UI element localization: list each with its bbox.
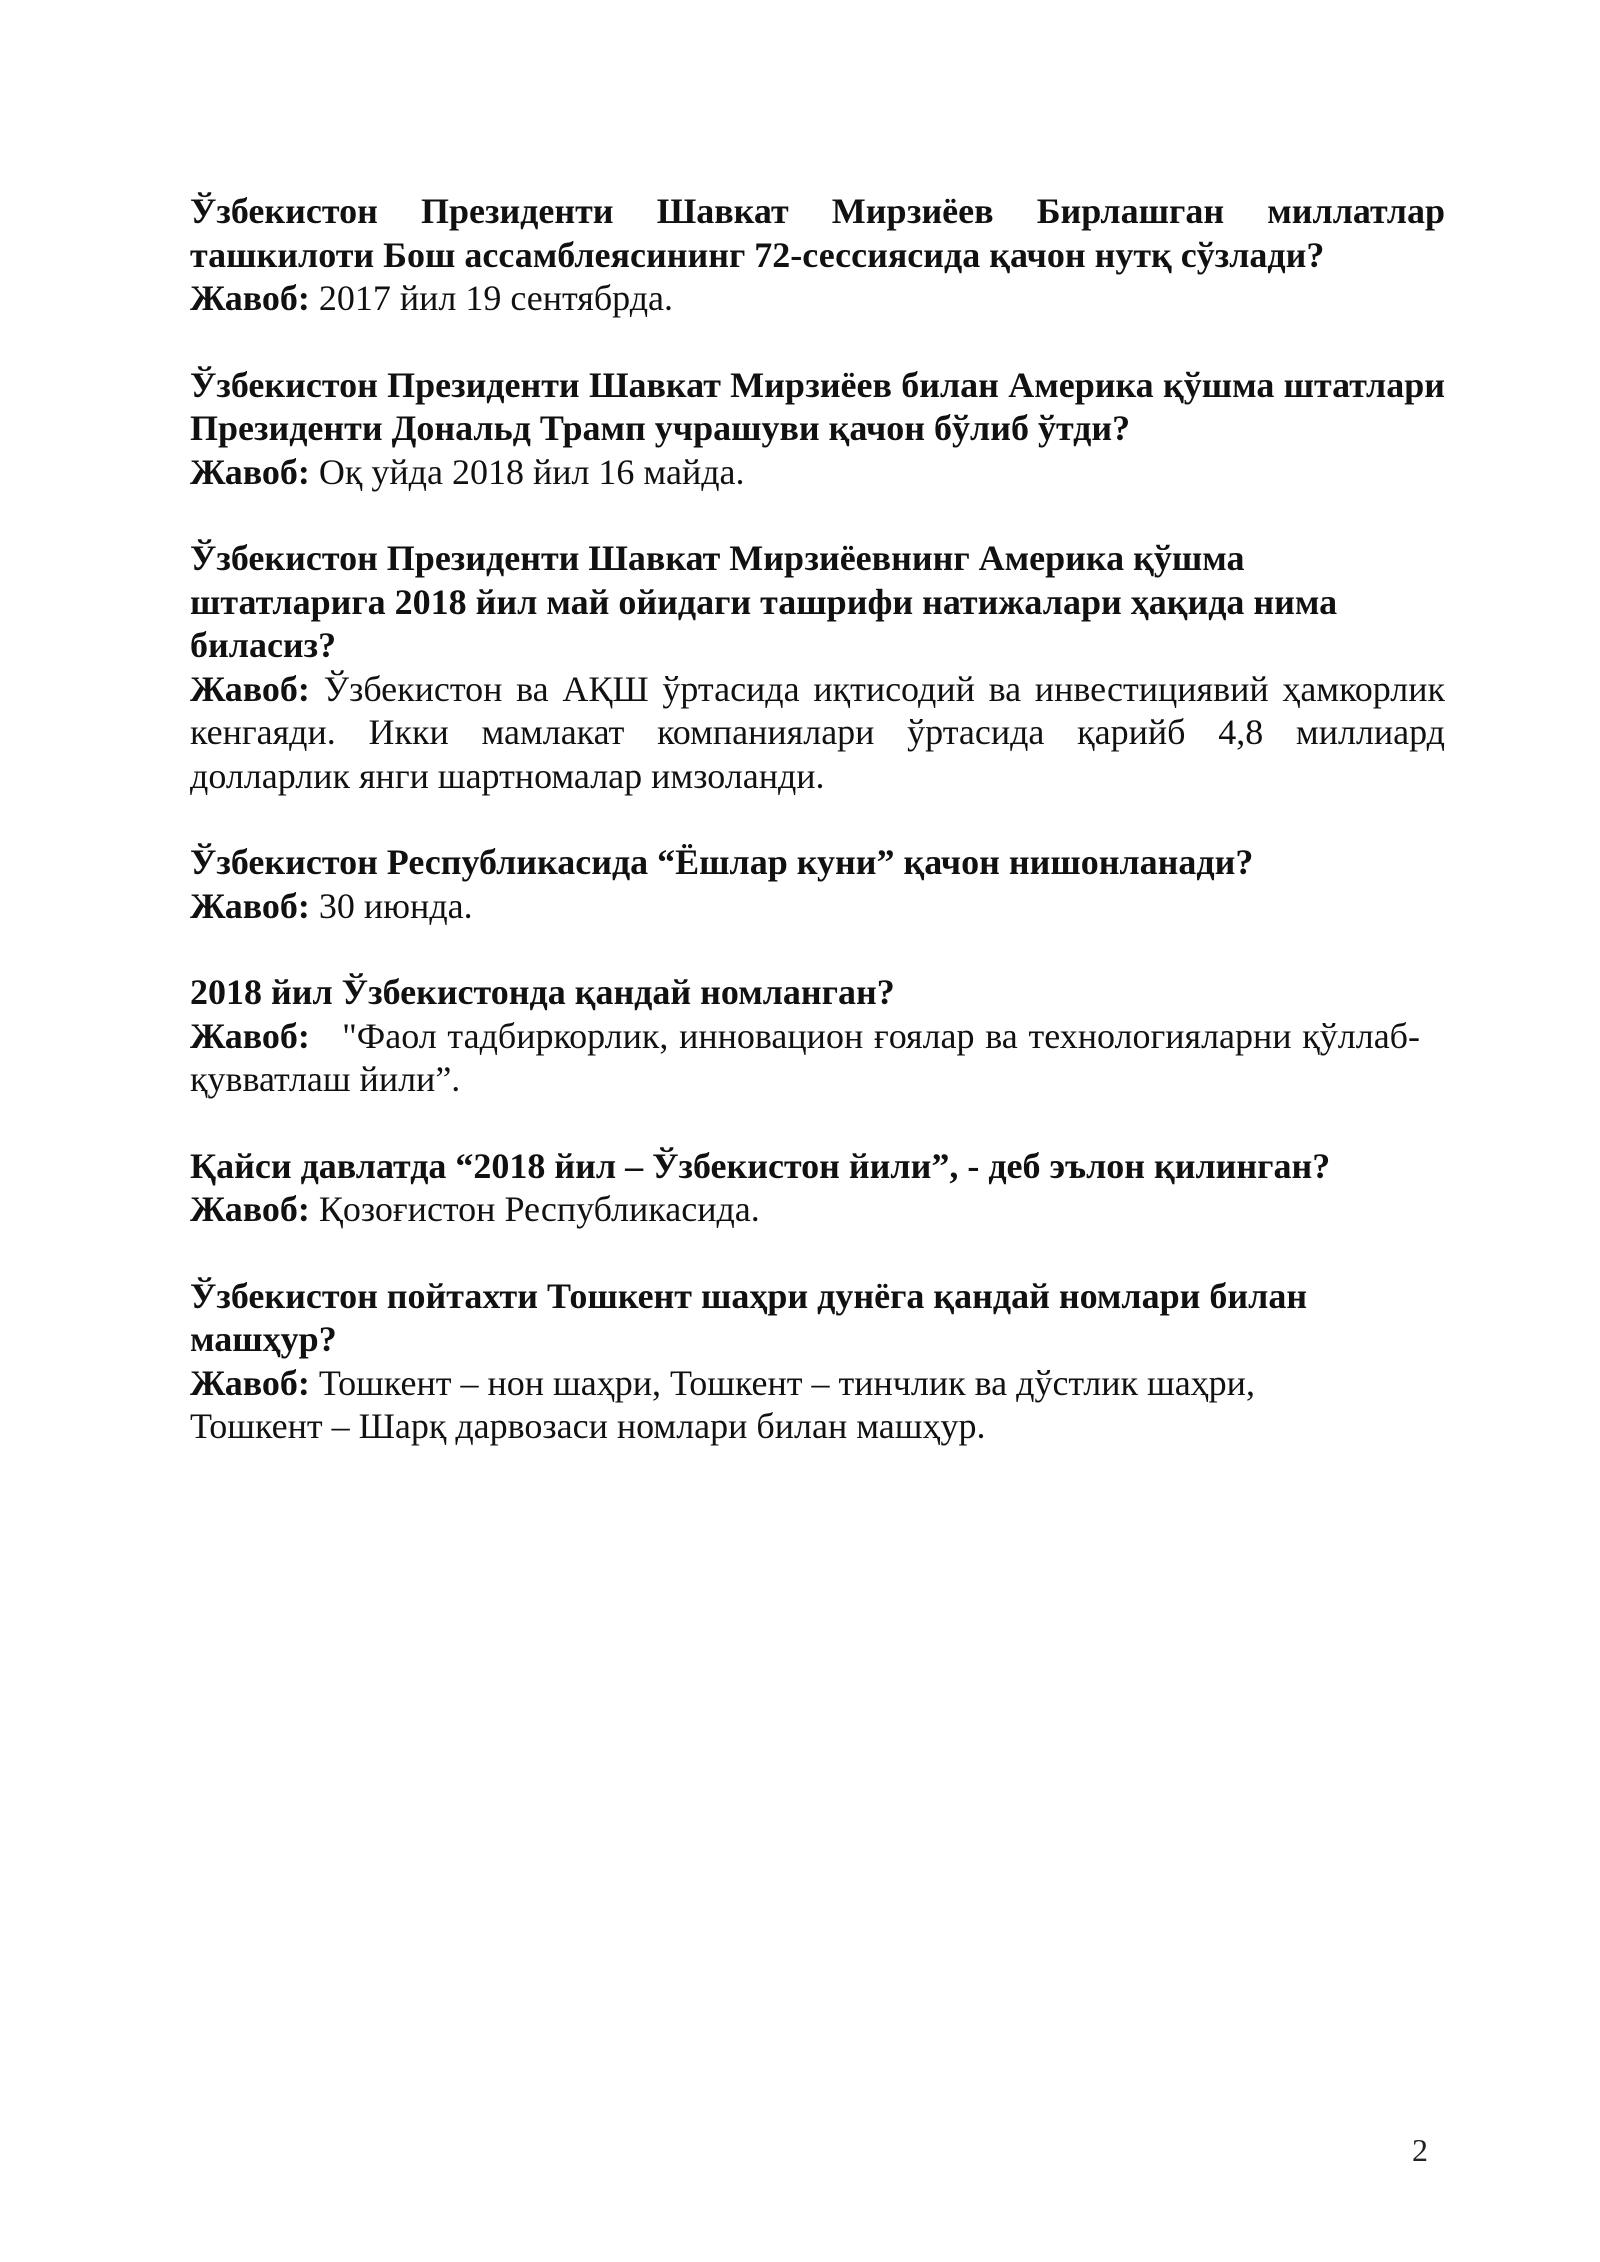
question-text: Ўзбекистон Республикасида “Ёшлар куни” қачон нишонланади? [190,842,1254,882]
answer-label: Жавоб: [190,1189,310,1229]
answer-text: Оқ уйда 2018 йил 16 майда. [309,451,745,492]
qa-item [190,190,1445,321]
question-text: Ўзбекистон Президенти Шавкат Мирзиёев билан Америка қўшма штатлари Президенти Дональд Трамп учрашуви қачон бўлиб ўтди? [190,364,1445,448]
answer-label: Жавоб: [190,1362,310,1403]
answer-text: "Фаол тадбиркорлик, инновацион ғоялар ва технологияларни қўллаб- қувватлаш йили”. [190,1015,1429,1099]
answer-line [190,668,1445,799]
qa-item [190,971,1445,1102]
answer-text: 30 июнда. [309,885,473,926]
answer-line [190,1188,1445,1232]
answer-line [190,277,1445,321]
answer-label: Жавоб: [190,885,310,926]
page-number: 2 [1412,2132,1428,2168]
qa-item [190,364,1445,495]
answer-text: Ўзбекистон ва АҚШ ўртасида иқтисодий ва инвестициявий ҳамкорлик кенгаяди. Икки мамлакат компаниялари ўртасида қарийб 4,8 миллиард долларлик янги шартномалар имзоланди. [190,668,1445,796]
qa-item [190,1275,1445,1449]
answer-label: Жавоб: [190,668,310,709]
answer-text: 2017 йил 19 сентябрда. [309,278,674,318]
answer-line [190,451,1445,495]
qa-item [190,537,1445,798]
question-text: Ўзбекистон пойтахти Тошкент шаҳри дунёга қандай номлари билан машҳур? [190,1275,1308,1359]
answer-label: Жавоб: [190,278,310,318]
question-text: Ўзбекистон Президенти Шавкат Мирзиёев Бирлашган миллатлар ташкилоти Бош ассамблеясининг 72-сессиясида қачон нутқ сўзлади? [190,191,1445,275]
answer-label: Жавоб: [190,451,310,492]
question-text: Ўзбекистон Президенти Шавкат Мирзиёевнинг Америка қўшма штатларига 2018 йил май ойидаги ташрифи натижалари ҳақида нима биласиз? [190,538,1338,665]
qa-item [190,841,1445,928]
qa-item [190,1145,1445,1232]
question-text: Қайси давлатда “2018 йил – Ўзбекистон йили”, - деб эълон қилинган? [190,1145,1331,1186]
document-page [190,190,1445,1492]
answer-label: Жавоб: [190,1015,310,1056]
question-text: 2018 йил Ўзбекистонда қандай номланган? [190,972,895,1012]
answer-line [190,1362,1445,1449]
answer-line [190,885,1445,929]
answer-text: Тошкент – нон шаҳри, Тошкент – тинчлик ва дўстлик шаҳри, Тошкент – Шарқ дарвозаси номлари билан машҳур. [190,1362,1255,1446]
answer-line [190,1015,1445,1102]
answer-text: Қозоғистон Республикасида. [309,1189,760,1229]
